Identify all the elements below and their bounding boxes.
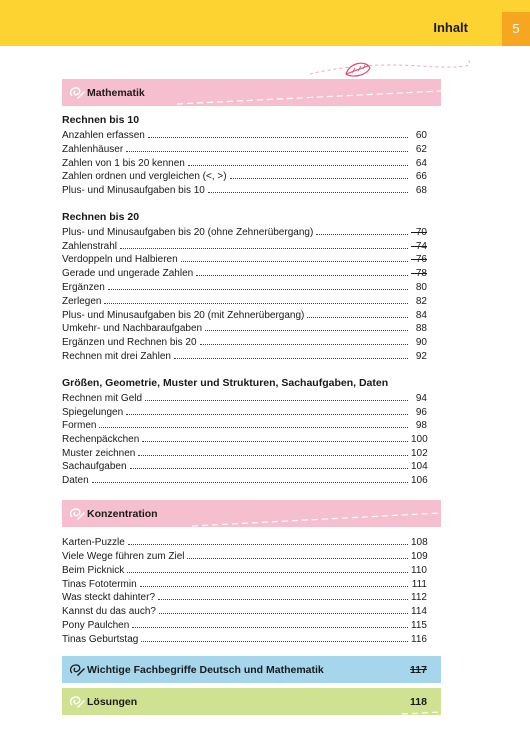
- toc-entry[interactable]: [62, 549, 427, 562]
- leader-dots: [138, 455, 408, 456]
- toc-label: Was steckt dahinter?: [62, 592, 156, 603]
- leader-dots: [188, 165, 408, 166]
- toc-entry[interactable]: [62, 590, 427, 603]
- toc-entry[interactable]: [62, 294, 427, 307]
- toc-label: Gerade und ungerade Zahlen: [62, 268, 194, 279]
- leader-dots: [181, 261, 408, 262]
- toc-entry[interactable]: [62, 252, 427, 265]
- toc-label: Sachaufgaben: [62, 461, 127, 472]
- toc-label: Karten-Puzzle: [62, 537, 125, 548]
- toc-entry[interactable]: [62, 473, 427, 486]
- section-konzentration: [62, 500, 441, 527]
- toc-page: 84: [415, 310, 427, 321]
- toc-entry[interactable]: [62, 169, 427, 182]
- toc-page: 92: [415, 351, 427, 362]
- section-label: Mathematik: [87, 87, 145, 99]
- toc-label: Ergänzen: [62, 282, 105, 293]
- section-label: Lösungen: [87, 696, 138, 708]
- toc-entry[interactable]: [62, 432, 427, 445]
- section-divider: [62, 79, 441, 106]
- toc-label: Tinas Fototermin: [62, 579, 137, 590]
- leader-dots: [140, 586, 408, 587]
- toc-page: 102: [411, 448, 428, 459]
- page-number: 5: [502, 12, 530, 46]
- section-divider: [62, 500, 441, 527]
- section-label: Wichtige Fachbegriffe Deutsch und Mathematik: [87, 664, 324, 676]
- toc-label: Tinas Geburtstag: [62, 634, 139, 645]
- toc-label: Rechnen mit drei Zahlen: [62, 351, 171, 362]
- pencil-swirl-icon: [68, 661, 86, 678]
- toc-label: Zahlenhäuser: [62, 144, 124, 155]
- toc-page: 115: [411, 620, 427, 631]
- leader-dots: [132, 627, 408, 628]
- leader-dots: [158, 599, 408, 600]
- toc-entry[interactable]: [62, 266, 427, 279]
- toc-label: Zerlegen: [62, 296, 102, 307]
- toc-page: 109: [411, 551, 428, 562]
- leader-dots: [126, 151, 408, 152]
- leader-dots: [196, 275, 408, 276]
- leader-dots: [307, 317, 408, 318]
- toc-page: 90: [415, 337, 427, 348]
- toc-entry[interactable]: [62, 156, 427, 169]
- leader-dots: [187, 558, 408, 559]
- toc-label: Formen: [62, 420, 97, 431]
- toc-label: Ergänzen und Rechnen bis 20: [62, 337, 197, 348]
- toc-label: Verdoppeln und Halbieren: [62, 254, 178, 265]
- leader-dots: [127, 572, 408, 573]
- toc-label: Plus- und Minusaufgaben bis 20 (ohne Zehnerübergang): [62, 227, 314, 238]
- leader-dots: [148, 137, 408, 138]
- leader-dots: [208, 192, 408, 193]
- toc-label: Zahlen ordnen und vergleichen (<, >): [62, 171, 227, 182]
- toc-label: Daten: [62, 475, 89, 486]
- toc-page: 96: [415, 407, 427, 418]
- group-title: Größen, Geometrie, Muster und Strukturen, Sachaufgaben, Daten: [62, 377, 389, 389]
- toc-label: Anzahlen erfassen: [62, 130, 145, 141]
- toc-label: Pony Paulchen: [62, 620, 130, 631]
- leader-dots: [316, 234, 408, 235]
- section-mathematik: [62, 79, 441, 106]
- toc-label: Plus- und Minusaufgaben bis 10: [62, 185, 205, 196]
- toc-page: 100: [411, 434, 428, 445]
- toc-entry[interactable]: [62, 335, 427, 348]
- toc-label: Beim Picknick: [62, 565, 125, 576]
- toc-entry[interactable]: [62, 418, 427, 431]
- leader-dots: [108, 289, 408, 290]
- section-divider: [62, 688, 441, 715]
- toc-page: 76: [411, 254, 427, 265]
- toc-entry[interactable]: [62, 632, 427, 645]
- leader-dots: [174, 358, 408, 359]
- toc-entry[interactable]: [62, 446, 427, 459]
- toc-entry[interactable]: [62, 577, 427, 590]
- toc-page: 74: [411, 241, 427, 252]
- toc-page: 112: [411, 592, 427, 603]
- toc-page: 104: [411, 461, 428, 472]
- leader-dots: [99, 427, 408, 428]
- toc-entry[interactable]: [62, 142, 427, 155]
- leader-dots: [142, 441, 408, 442]
- leader-dots: [104, 303, 408, 304]
- toc-page: 106: [411, 475, 428, 486]
- toc-page: 108: [411, 537, 428, 548]
- toc-entry[interactable]: [62, 280, 427, 293]
- toc-label: Zahlenstrahl: [62, 241, 118, 252]
- toc-page: 94: [415, 393, 427, 404]
- toc-page: 111: [411, 579, 427, 590]
- leader-dots: [128, 544, 408, 545]
- toc-label: Umkehr- und Nachbaraufgaben: [62, 323, 203, 334]
- toc-label: Rechenpäckchen: [62, 434, 140, 445]
- leader-dots: [200, 344, 408, 345]
- toc-label: Muster zeichnen: [62, 448, 136, 459]
- toc-entry[interactable]: [62, 321, 427, 334]
- toc-label: Kannst du das auch?: [62, 606, 156, 617]
- toc-entry[interactable]: [62, 225, 427, 238]
- leader-dots: [230, 178, 408, 179]
- toc-entry[interactable]: [62, 563, 427, 576]
- leader-dots: [130, 468, 408, 469]
- toc-label: Zahlen von 1 bis 20 kennen: [62, 158, 185, 169]
- leader-dots: [159, 613, 408, 614]
- toc-entry[interactable]: [62, 308, 427, 321]
- toc-entry[interactable]: [62, 128, 427, 141]
- section-page: 117: [410, 664, 427, 676]
- leader-dots: [205, 330, 408, 331]
- leader-dots: [120, 248, 408, 249]
- toc-page: 64: [415, 158, 427, 169]
- section-page: 118: [410, 696, 427, 708]
- toc-entry[interactable]: [62, 618, 427, 631]
- leaf-icon: [300, 52, 470, 82]
- group-title: Rechnen bis 20: [62, 211, 140, 223]
- toc-label: Viele Wege führen zum Ziel: [62, 551, 185, 562]
- toc-page: 88: [415, 323, 427, 334]
- leader-dots: [126, 414, 408, 415]
- toc-page: 116: [411, 634, 427, 645]
- leader-dots: [141, 641, 408, 642]
- toc-page: 98: [415, 420, 427, 431]
- toc-page: 60: [415, 130, 427, 141]
- toc-page: 82: [415, 296, 427, 307]
- header-bar: [0, 0, 530, 46]
- section-fachbegriffe[interactable]: [62, 656, 441, 683]
- toc-page: 66: [415, 171, 427, 182]
- toc-page: 78: [411, 268, 427, 279]
- leader-dots: [92, 482, 408, 483]
- toc-label: Rechnen mit Geld: [62, 393, 143, 404]
- section-loesungen[interactable]: [62, 688, 441, 715]
- header-title: Inhalt: [433, 20, 468, 35]
- toc-label: Spiegelungen: [62, 407, 124, 418]
- toc-page: 110: [411, 565, 427, 576]
- toc-entry[interactable]: [62, 535, 427, 548]
- toc-page: 70: [411, 227, 427, 238]
- section-label: Konzentration: [87, 508, 158, 520]
- toc-entry[interactable]: [62, 391, 427, 404]
- toc-label: Plus- und Minusaufgaben bis 20 (mit Zehnerübergang): [62, 310, 305, 321]
- toc-entry[interactable]: [62, 183, 427, 196]
- leader-dots: [145, 400, 408, 401]
- toc-page: 68: [415, 185, 427, 196]
- toc-entry[interactable]: [62, 405, 427, 418]
- toc-entry[interactable]: [62, 604, 427, 617]
- toc-entry[interactable]: [62, 239, 427, 252]
- toc-page: 114: [411, 606, 427, 617]
- toc-entry[interactable]: [62, 349, 427, 362]
- toc-page: 62: [415, 144, 427, 155]
- toc-entry[interactable]: [62, 459, 427, 472]
- toc-page: 80: [415, 282, 427, 293]
- group-title: Rechnen bis 10: [62, 114, 140, 126]
